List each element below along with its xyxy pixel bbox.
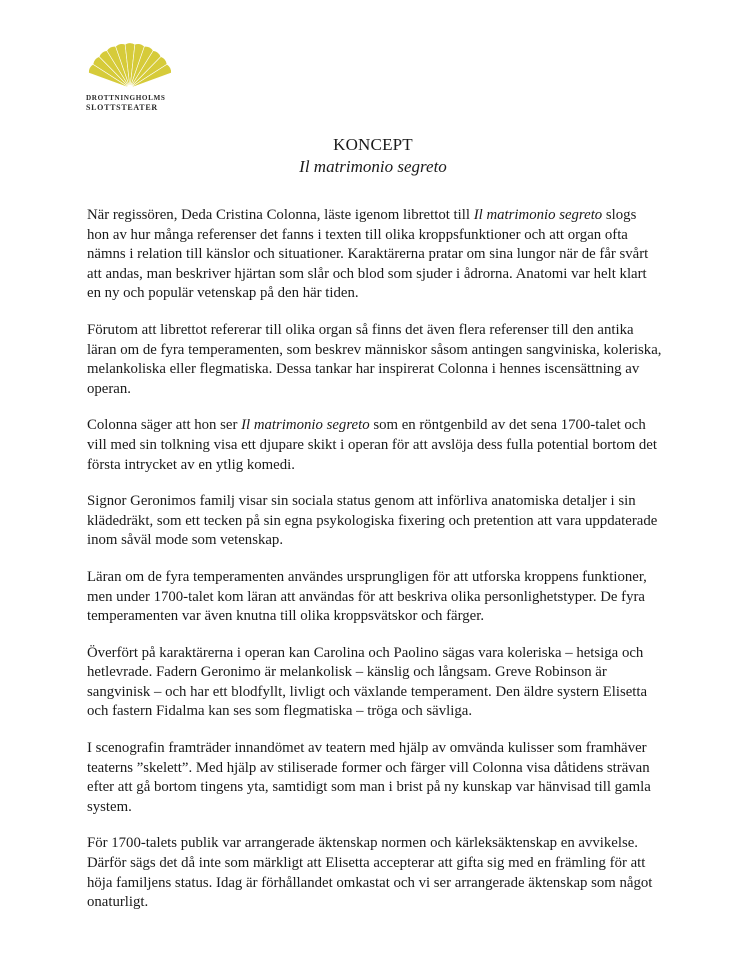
fan-logo-icon — [86, 40, 174, 90]
paragraph-3-opera-title: Il matrimonio segreto — [241, 417, 370, 434]
paragraph-1-text-start: När regissören, Deda Cristina Colonna, läste igenom librettot till — [87, 207, 474, 223]
paragraph-7: I scenografin framträder innandömet av teatern med hjälp av omvända kulisser som framhäver teaterns ”skelett”. Med hjälp av stiliserade former och färger vill Colonna visa dåtidens strävan efter att gå bortom tingens yta, samtidigt som man i brist på ny kunskap var hänvisad till gamla system. — [87, 740, 651, 815]
paragraph-3-text-start: Colonna säger att hon ser — [87, 417, 242, 434]
paragraph-5: Läran om de fyra temperamenten användes ursprungligen för att utforska kroppens funktioner, men under 1700-talet kom läran att användas för att beskriva olika personlighetstyper. De fyra temperamenten var även knutna till olika kroppsvätskor och färger. — [87, 568, 647, 625]
paragraph-6: Överfört på karaktärerna i operan kan Carolina och Paolino sägas vara koleriska – hetsiga och hetlevrade. Fadern Geronimo är melankolisk – känslig och långsam. Greve Robinson är sangvinisk – och har ett blodfyllt, livligt och växlande temperament. Den äldre systern Elisetta och fastern Fidalma kan ses som flegmatiska – tröga och sävliga. — [87, 644, 648, 720]
logo-line-2: SLOTTSTEATER — [86, 103, 158, 112]
logo — [86, 40, 178, 112]
paragraph-3-text-end: som en röntgenbild av det sena 1700-talet och vill med sin tolkning visa ett djupare skikt i operan för att avslöja dess fulla potential bortom det första intrycket av en ytlig komedi. — [87, 417, 657, 473]
paragraph-1-text-end: slogs hon av hur många referenser det fanns i texten till olika kroppsfunktioner och att organ ofta nämns i relation till känslor och situationer. Karaktärerna pratar om sina lungor när de får svårt att andas, man beskriver hjärtan som slår och blod som sjuder i ådrorna. Anatomi var helt klart en ny och populär vetenskap på den här tiden. — [87, 207, 649, 302]
paragraph-4: Signor Geronimos familj visar sin sociala status genom att införliva anatomiska detaljer i sin klädedräkt, som ett tecken på sin egna psykologiska fixering och pretention att vara uppdaterade inom såväl mode som vetenskap. — [87, 493, 658, 549]
document-heading — [0, 134, 746, 178]
paragraph-2: Förutom att librettot refererar till olika organ så finns det även flera referenser till den antika läran om de fyra temperamenten, som beskrev människor såsom antingen sangviniska, koleriska, melankoliska eller flegmatiska. Dessa tankar har inspirerat Colonna i hennes iscensättning av operan. — [87, 321, 662, 397]
logo-wordmark — [86, 94, 178, 112]
body-text — [87, 206, 662, 930]
page-subtitle: Il matrimonio segreto — [299, 157, 447, 176]
paragraph-1 — [87, 206, 662, 304]
paragraph-8: För 1700-talets publik var arrangerade äktenskap normen och kärleksäktenskap en avvikelse. Därför sägs det då inte som märkligt att Elisetta accepterar att gifta sig med en främling för att höja familjens status. Idag är förhållandet omkastat och vi ser arrangerade äktenskap som något onaturligt. — [87, 835, 653, 911]
paragraph-1-opera-title: Il matrimonio segreto — [473, 207, 603, 223]
page-title: KONCEPT — [333, 135, 413, 154]
logo-line-1: DROTTNINGHOLMS — [86, 94, 166, 102]
paragraph-3 — [87, 416, 662, 475]
